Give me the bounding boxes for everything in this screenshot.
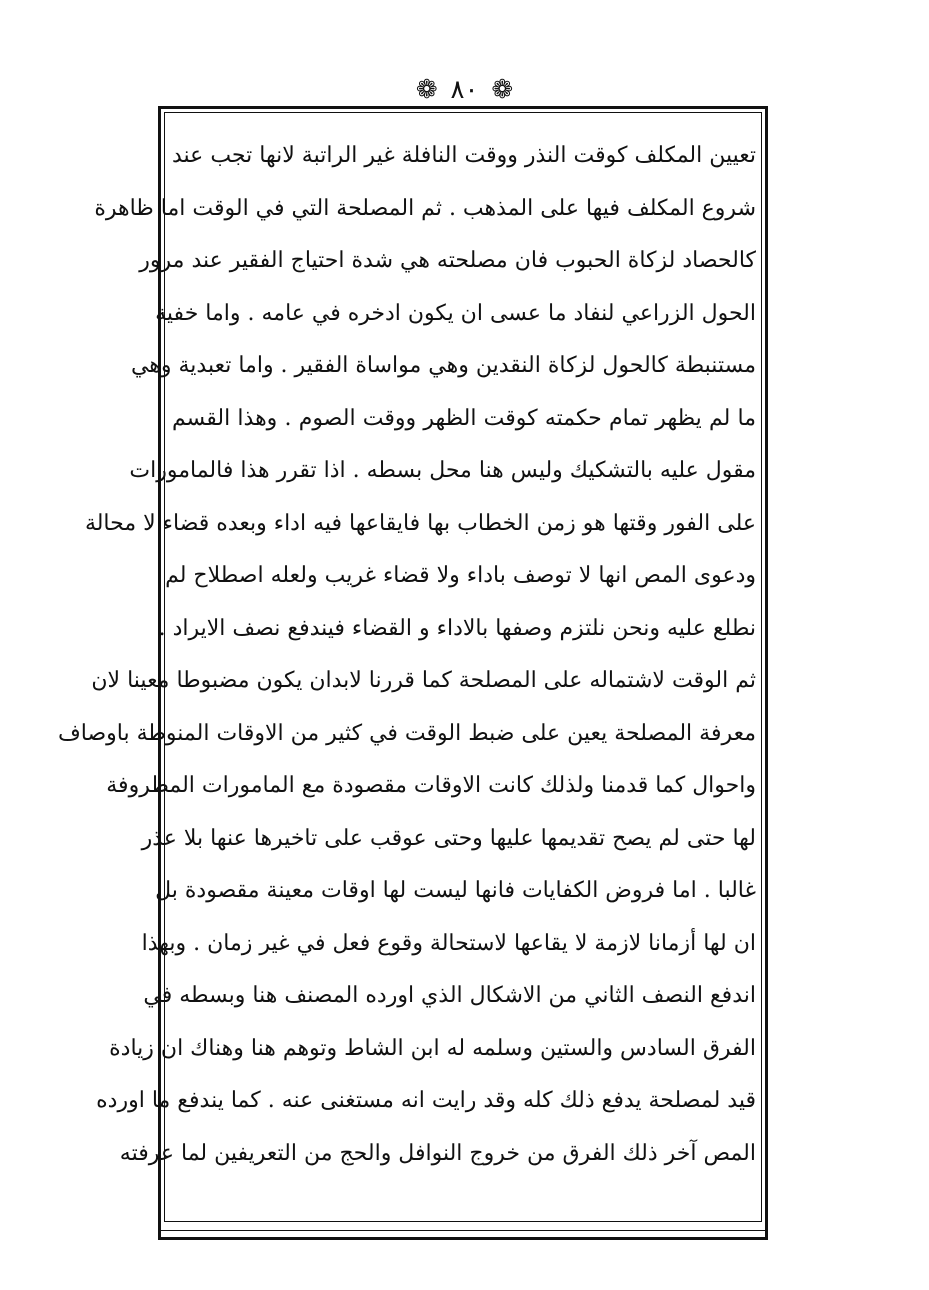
text-line: كالحصاد لزكاة الحبوب فان مصلحته هي شدة احتياج الفقير عند مرور — [139, 248, 756, 273]
text-line: اندفع النصف الثاني من الاشكال الذي اورده المصنف هنا وبسطه في — [143, 983, 756, 1008]
text-line: معرفة المصلحة يعين على ضبط الوقت في كثير من الاوقات المنوطة باوصاف — [57, 720, 756, 746]
page-number: ٨٠ — [450, 74, 479, 105]
text-line: لها حتى لم يصح تقديمها عليها وحتى عوقب على تاخيرها عنها بلا عذر — [141, 825, 756, 851]
text-line: نطلع عليه ونحن نلتزم وصفها بالاداء و القضاء فيندفع نصف الايراد . — [158, 615, 756, 641]
text-line: مستنبطة كالحول لزكاة النقدين وهي مواساة الفقير . واما تعبدية وهي — [130, 353, 756, 378]
text-line: غالبا . اما فروض الكفايات فانها ليست لها اوقات معينة مقصودة بل — [155, 878, 756, 903]
text-line: قيد لمصلحة يدفع ذلك كله وقد رايت انه مستغنى عنه . كما يندفع ما اورده — [96, 1088, 756, 1113]
text-line: واحوال كما قدمنا ولذلك كانت الاوقات مقصودة مع المامورات المظروفة — [106, 773, 756, 798]
ornament-left-icon: ❁ — [415, 74, 438, 105]
text-line: الفرق السادس والستين وسلمه له ابن الشاط وتوهم هنا وهناك ان زيادة — [109, 1035, 756, 1061]
frame-bottom-rule — [158, 1230, 768, 1231]
text-line: المص آخر ذلك الفرق من خروج النوافل والحج من التعريفين لما عرفته — [119, 1140, 756, 1166]
ornament-right-icon: ❁ — [491, 74, 514, 105]
text-line: ان لها أزمانا لازمة لا يقاعها لاستحالة وقوع فعل في غير زمان . وبهذا — [141, 930, 756, 956]
text-line: على الفور وقتها هو زمن الخطاب بها فايقاعها فيه اداء وبعده قضاء لا محالة — [84, 510, 756, 536]
text-line: ودعوى المص انها لا توصف باداء ولا قضاء غريب ولعله اصطلاح لم — [165, 563, 756, 588]
text-line: مقول عليه بالتشكيك وليس هنا محل بسطه . اذا تقرر هذا فالمامورات — [129, 458, 756, 483]
text-line: ما لم يظهر تمام حكمته كوقت الظهر ووقت الصوم . وهذا القسم — [172, 405, 756, 431]
text-line: تعيين المكلف كوقت النذر ووقت النافلة غير الراتبة لانها تجب عند — [172, 143, 756, 168]
text-line: ثم الوقت لاشتماله على المصلحة كما قررنا لابدان يكون مضبوطا معينا لان — [91, 668, 756, 693]
text-line: الحول الزراعي لنفاد ما عسى ان يكون ادخره في عامه . واما خفية — [155, 300, 756, 326]
page-header — [0, 68, 929, 110]
text-line: شروع المكلف فيها على المذهب . ثم المصلحة التي في الوقت اما ظاهرة — [94, 195, 756, 221]
body-text — [57, 130, 756, 1220]
